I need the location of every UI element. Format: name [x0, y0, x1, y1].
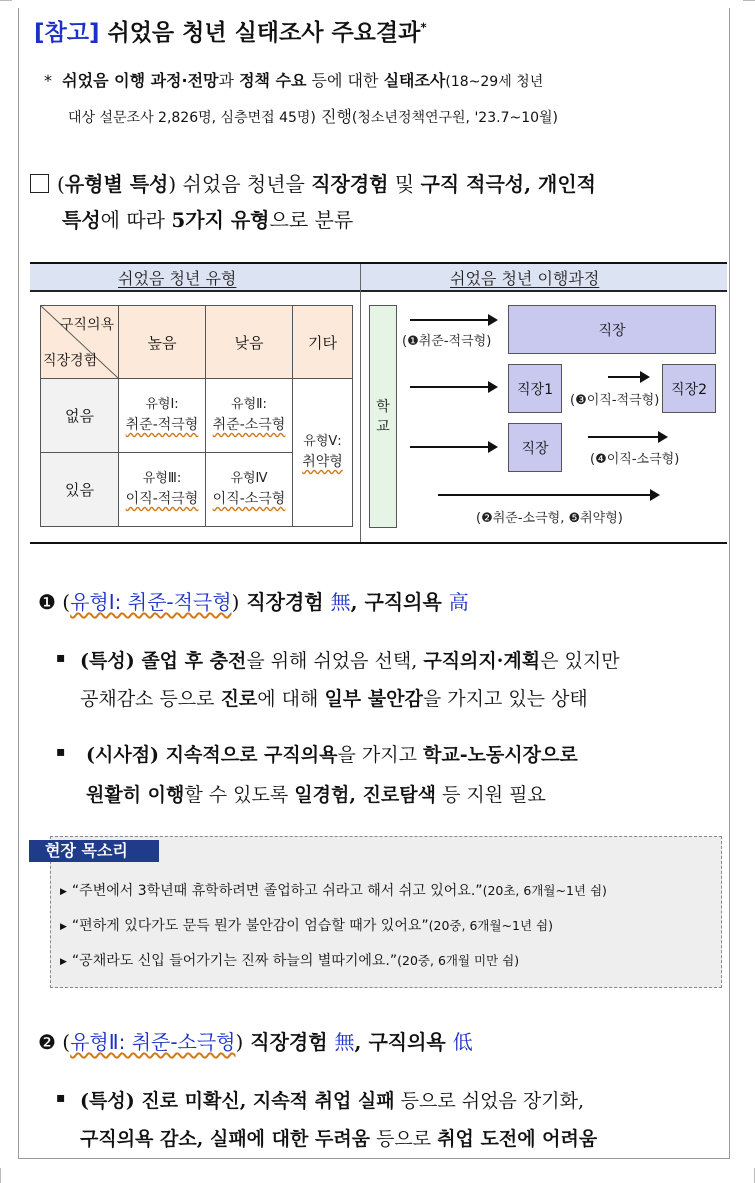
- type2-value1: 無: [334, 1030, 355, 1054]
- type3-label: 유형Ⅲ:: [142, 471, 182, 486]
- bullet-bold: 진로: [220, 688, 258, 710]
- quote-text: “공채라도 신입 들어가기는 진짜 하늘의 별따기에요.”: [71, 953, 398, 969]
- bullet-text: 할 수 있도록: [184, 784, 295, 806]
- type2-heading: [38, 1026, 473, 1055]
- section-text: ) 쉬었음 청년을: [168, 172, 312, 196]
- section-heading-line1: [30, 168, 596, 197]
- voice-quote-1: [60, 880, 607, 900]
- bullet-text: 을 가지고: [337, 744, 423, 766]
- note-text-1: 과: [218, 71, 234, 90]
- triangle-bullet-icon: ▶: [60, 957, 67, 967]
- bullet-text: 에 대해: [257, 688, 325, 710]
- section-bold: 5가지 유형: [171, 208, 270, 232]
- bullet-text: 을 위해 쉬었음 선택,: [246, 650, 424, 672]
- type5-name: 취약형: [302, 454, 343, 470]
- job2-box: [662, 364, 716, 413]
- job-main-label: 직장: [598, 322, 626, 339]
- page-title: [34, 14, 427, 47]
- note-line2-a: 대상 설문조사 2,826명, 심층면접 45명): [68, 110, 316, 126]
- type4-name: 이직-소극형: [212, 491, 286, 507]
- flow-label-type1: (❶취준-적극형): [402, 334, 492, 349]
- type2-name: 취준-소극형: [212, 417, 286, 433]
- bullet-bold: 일경험, 진로탐색: [294, 784, 436, 806]
- type1-text: , 구직의욕: [350, 590, 449, 614]
- type1-name: 취준-적극형: [125, 417, 199, 433]
- arrow-type3: [608, 376, 648, 378]
- crop-mark: [0, 1168, 1, 1183]
- job1-label: 직장1: [517, 381, 553, 398]
- bullet-bold: 지속적으로 구직의욕: [165, 744, 338, 766]
- triangle-bullet-icon: ▶: [60, 887, 67, 897]
- section-heading-line2: [62, 204, 353, 233]
- section-text: 에 따라: [100, 208, 172, 232]
- quote-source: (20중, 6개월~1년 쉼): [428, 918, 553, 933]
- type5-cell: [293, 379, 353, 527]
- type2-paren: ): [235, 1030, 244, 1054]
- voice-quote-2: [60, 915, 553, 935]
- section-bold: 구직 적극성, 개인적: [420, 172, 596, 196]
- type1-paren: ): [231, 590, 240, 614]
- crop-mark: [0, 0, 12, 1]
- type1-value1: 無: [330, 590, 351, 614]
- bullet-bold: 원활히 이행: [86, 784, 185, 806]
- note-text-2: 등에 대한: [306, 71, 384, 90]
- col-low: 낮음: [206, 306, 293, 379]
- type1-implication-line1: [86, 740, 578, 767]
- triangle-bullet-icon: ▶: [60, 922, 67, 932]
- note-line2-c: (청소년정책연구원, '23.7~10월): [351, 110, 559, 126]
- title-tag: [참고]: [34, 20, 100, 46]
- type3-name: 이직-적극형: [125, 491, 199, 507]
- survey-note-line2: [68, 104, 558, 127]
- bullet-text: 을 가지고 있는 상태: [422, 688, 588, 710]
- bullet-text: 등으로: [370, 1128, 438, 1150]
- section-text: 으로 분류: [269, 208, 354, 232]
- type2-text: , 구직의욕: [354, 1030, 453, 1054]
- crop-mark: [743, 0, 755, 1]
- type1-paren: (: [62, 590, 71, 614]
- note-small-1: (18~29세 청년: [445, 74, 544, 90]
- arrow-type2-5: [438, 494, 658, 496]
- type3-cell: [119, 453, 206, 527]
- arrow-to-job1: [410, 386, 496, 388]
- figure-right-header: 쉬었음 청년 이행과정: [450, 269, 600, 288]
- bullet-text: 은 있지만: [540, 650, 620, 672]
- row-none: 없음: [41, 379, 119, 453]
- bullet-label: (시사점): [86, 744, 166, 766]
- type1-implication-line2: [86, 780, 546, 807]
- type1-trait-line1: [80, 646, 620, 673]
- figure-divider: [360, 264, 361, 542]
- col-high: 높음: [119, 306, 206, 379]
- school-box: [369, 305, 397, 528]
- bullet-label: (특성): [80, 1090, 142, 1112]
- arrow-type1: [410, 319, 496, 321]
- bullet-bold: 진로 미확신, 지속적 취업 실패: [141, 1090, 395, 1112]
- type2-trait-line1: [80, 1086, 584, 1113]
- type2-value2: 低: [452, 1030, 473, 1054]
- type2-title: 유형Ⅱ: 취준-소극형: [70, 1030, 236, 1054]
- quote-source: (20중, 6개월 미만 쉼): [397, 953, 520, 968]
- youth-type-matrix: [40, 305, 353, 527]
- bullet-bold: 취업 도전에 어려움: [437, 1128, 598, 1150]
- type4-cell: [206, 453, 293, 527]
- type5-label: 유형Ⅴ:: [303, 434, 342, 449]
- type1-heading: [38, 586, 469, 615]
- quote-text: “주변에서 3학년때 휴학하려면 졸업하고 쉬라고 해서 쉬고 있어요.”: [71, 883, 483, 899]
- type2-number: ❷: [38, 1030, 56, 1054]
- survey-note-line1: [44, 68, 543, 91]
- bullet-text: 등으로 쉬었음 장기화,: [394, 1090, 584, 1112]
- bullet-dot-icon: ▪: [56, 744, 66, 760]
- bullet-text: 공채감소 등으로: [80, 688, 221, 710]
- job-main-box: [508, 305, 716, 354]
- arrow-type4: [588, 436, 666, 438]
- type4-label: 유형Ⅳ: [230, 471, 268, 486]
- type2-cell: [206, 379, 293, 453]
- type1-value2: 高: [448, 590, 469, 614]
- checkbox-square-icon: [30, 174, 49, 193]
- type1-cell: [119, 379, 206, 453]
- note-star: *: [44, 71, 52, 90]
- title-mark: *: [420, 20, 427, 35]
- section-bold: 특성: [62, 208, 101, 232]
- job3-label: 직장: [521, 440, 549, 457]
- note-bold-2: 정책 수요: [239, 71, 307, 90]
- bullet-dot-icon: ▪: [56, 1090, 66, 1106]
- quote-source: (20초, 6개월~1년 쉼): [482, 883, 607, 898]
- quote-text: “편하게 있다가도 문득 뭔가 불안감이 엄습할 때가 있어요”: [71, 918, 429, 934]
- job2-label: 직장2: [671, 381, 707, 398]
- bullet-bold: 일부 불안감: [324, 688, 423, 710]
- job1-box: [508, 364, 562, 413]
- field-voice-tag: 현장 목소리: [29, 840, 159, 862]
- bullet-text: 등 지원 필요: [436, 784, 546, 806]
- row-yes: 있음: [41, 453, 119, 527]
- corner-bottom-label: 직장경험: [43, 353, 98, 369]
- title-text: 쉬었음 청년 실태조사 주요결과: [107, 20, 421, 46]
- bullet-dot-icon: ▪: [56, 650, 66, 666]
- type1-trait-line2: [80, 684, 588, 711]
- section-text: 및: [388, 172, 421, 196]
- bullet-bold: 구직의지·계획: [423, 650, 541, 672]
- type2-trait-line2: [80, 1124, 597, 1151]
- note-line2-b: 진행: [315, 107, 352, 126]
- type2-text: 직장경험: [243, 1030, 335, 1054]
- section-text: (: [57, 172, 65, 196]
- flow-label-type4: (❹이직-소극형): [590, 452, 680, 467]
- type1-label: 유형Ⅰ:: [145, 397, 179, 412]
- school-label: 학 교: [376, 398, 390, 435]
- flow-label-type2-5: (❷취준-소극형, ❺취약형): [476, 511, 623, 526]
- bullet-label: (특성): [80, 650, 142, 672]
- bullet-bold: 학교-노동시장으로: [422, 744, 578, 766]
- matrix-corner: [41, 306, 119, 379]
- type2-label: 유형Ⅱ:: [231, 397, 267, 412]
- type2-paren: (: [62, 1030, 71, 1054]
- note-bold-1: 쉬었음 이행 과정·전망: [62, 71, 219, 90]
- type1-text: 직장경험: [239, 590, 331, 614]
- type1-title: 유형Ⅰ: 취준-적극형: [70, 590, 232, 614]
- corner-top-label: 구직의욕: [59, 317, 114, 333]
- bullet-bold: 졸업 후 충전: [141, 650, 247, 672]
- figure-left-header: 쉬었음 청년 유형: [118, 269, 237, 288]
- section-bold: 유형별 특성: [64, 172, 169, 196]
- note-bold-3: 실태조사: [383, 71, 446, 90]
- arrow-to-job3: [410, 446, 496, 448]
- voice-quote-3: [60, 950, 519, 970]
- flow-label-type3: (❸이직-적극형): [570, 393, 660, 408]
- section-bold: 직장경험: [311, 172, 389, 196]
- col-other: 기타: [293, 306, 353, 379]
- figure-bottom-rule: [30, 542, 727, 544]
- job3-box: [508, 423, 562, 472]
- type1-number: ❶: [38, 590, 56, 614]
- bullet-bold: 구직의욕 감소, 실패에 대한 두려움: [80, 1128, 371, 1150]
